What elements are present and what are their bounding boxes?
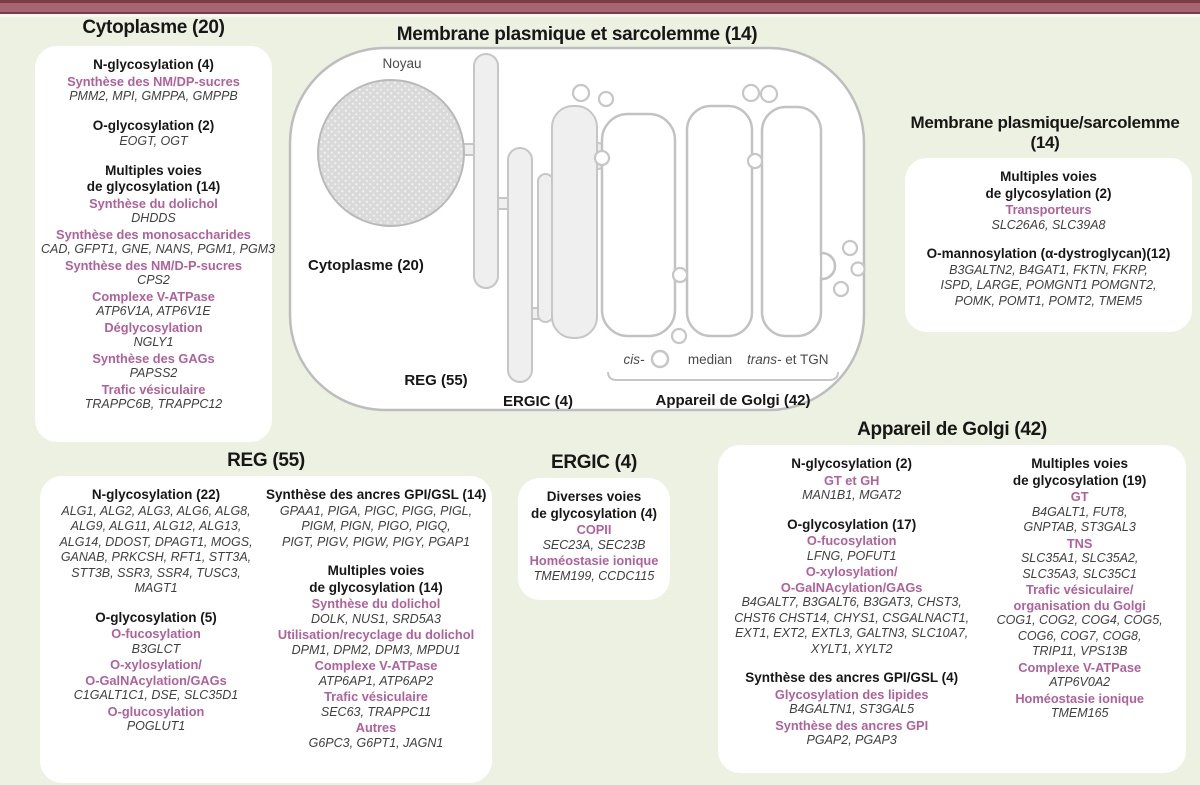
trans-label: trans- et TGN xyxy=(747,352,829,367)
gene-list: DHDDS xyxy=(131,211,176,225)
pathway-section xyxy=(724,517,979,658)
pathway-section xyxy=(46,487,266,597)
gene-list: DOLK, NUS1, SRD5A3 xyxy=(311,611,441,626)
membrane-title-line2: (14) xyxy=(1030,133,1060,152)
pathway-section xyxy=(46,610,266,735)
pathway-label: Glycosylation des lipides xyxy=(774,686,929,702)
gene-list: SLC35A3, SLC35C1 xyxy=(1022,566,1137,581)
cell-diagram-svg xyxy=(288,46,866,414)
gene-list: PIGT, PIGV, PIGW, PIGY, PGAP1 xyxy=(281,534,471,549)
pathway-section xyxy=(911,169,1186,233)
gene-list: ALG14, DDOST, DPAGT1, MOGS, xyxy=(59,534,253,549)
gene-list: TMEM165 xyxy=(1050,706,1109,720)
pathway-label: O-glucosylation xyxy=(107,703,205,719)
pathway-label: Homéostasie ionique xyxy=(529,553,659,568)
section-heading: O-glycosylation (2) xyxy=(92,117,215,133)
section-heading: O-glycosylation (17) xyxy=(787,516,917,532)
gene-list: MAN1B1, MGAT2 xyxy=(802,488,902,502)
gene-list: ATP6V0A2 xyxy=(1049,675,1111,689)
gene-list: TMEM199, CCDC115 xyxy=(533,568,655,583)
cytoplasme-title: Cytoplasme (20) xyxy=(82,17,225,38)
gene-list: EOGT, OGT xyxy=(119,134,188,148)
gene-list: DPM1, DPM2, DPM3, MPDU1 xyxy=(291,642,461,657)
gene-list: B4GALT1, FUT8, xyxy=(1031,504,1128,519)
gene-list: ALG1, ALG2, ALG3, ALG6, ALG8, xyxy=(61,503,251,518)
section-heading: Multiples voies xyxy=(1031,456,1129,471)
gene-list: ISPD, LARGE, POMGNT1 POMGNT2, xyxy=(940,278,1157,292)
gene-list: TRAPPC6B, TRAPPC12 xyxy=(84,397,223,411)
gene-list: LFNG, POFUT1 xyxy=(806,548,897,563)
section-heading: Synthèse des ancres GPI/GSL (14) xyxy=(266,487,487,502)
gene-list: SLC35A1, SLC35A2, xyxy=(1020,551,1139,565)
membrane-panel xyxy=(905,158,1192,332)
pathway-label: Synthèse des monosaccharides xyxy=(56,226,251,242)
pathway-section xyxy=(524,489,664,584)
nucleus xyxy=(318,80,464,226)
pathway-label: Complexe V-ATPase xyxy=(92,288,215,304)
section-heading: N-glycosylation (4) xyxy=(93,57,214,72)
gene-list: G6PC3, G6PT1, JAGN1 xyxy=(308,735,444,750)
gene-list: XYLT1, XYLT2 xyxy=(810,641,893,656)
gene-list: GNPTAB, ST3GAL3 xyxy=(1023,520,1136,534)
gene-list: NGLY1 xyxy=(133,335,174,349)
gene-list: CPS2 xyxy=(137,273,170,287)
gene-list: CAD, GFPT1, GNE, NANS, PGM1, PGM3 xyxy=(41,242,276,256)
pathway-label: Synthèse des ancres GPI xyxy=(775,717,929,733)
pathway-label: Trafic vésiculaire/ xyxy=(1025,582,1134,597)
pathway-label: O-fucosylation xyxy=(111,626,201,641)
golgi-diagram-label: Appareil de Golgi (42) xyxy=(655,392,811,409)
section-heading: Multiples voies xyxy=(105,162,202,178)
gene-list: B4GALTN1, ST3GAL5 xyxy=(789,702,915,716)
pathway-label: O-xylosylation/ xyxy=(110,657,202,672)
gene-list: POMK, POMT1, POMT2, TMEM5 xyxy=(954,293,1143,308)
gene-list: PGAP2, PGAP3 xyxy=(806,733,897,747)
pathway-label: Utilisation/recyclage du dolichol xyxy=(277,627,475,642)
pathway-section xyxy=(41,57,266,105)
gene-list: B3GALTN2, B4GAT1, FKTN, FKRP, xyxy=(949,262,1148,277)
pathway-label: Déglycosylation xyxy=(104,319,203,335)
diagram-title: Membrane plasmique et sarcolemme (14) xyxy=(396,24,758,45)
section-heading: de glycosylation (14) xyxy=(86,179,221,194)
cis-vesicle xyxy=(652,351,668,367)
gene-list: GANAB, PRKCSH, RFT1, STT3A, xyxy=(60,550,252,564)
ergic-diagram-label: ERGIC (4) xyxy=(502,393,574,410)
section-heading: Synthèse des ancres GPI/GSL (4) xyxy=(745,670,959,685)
section-heading: de glycosylation (2) xyxy=(985,185,1112,201)
pathway-label: organisation du Golgi xyxy=(1013,597,1146,613)
pathway-label: GT et GH xyxy=(823,472,880,488)
pathway-label: Synthèse des GAGs xyxy=(92,350,215,366)
cis-label: cis- xyxy=(623,352,645,367)
pathway-section xyxy=(911,246,1186,309)
gene-list: B3GLCT xyxy=(131,641,181,656)
gene-list: TRIP11, VPS13B xyxy=(1031,644,1128,658)
reg-panel xyxy=(40,476,492,783)
gene-list: ATP6V1A, ATP6V1E xyxy=(96,304,211,318)
cytoplasme-panel xyxy=(35,46,276,442)
pathway-section xyxy=(266,487,486,550)
pathway-label: Transporteurs xyxy=(1005,202,1092,217)
nucleus-label: Noyau xyxy=(382,56,422,71)
gene-list: EXT1, EXT2, EXTL3, GALTN3, SLC10A7, xyxy=(735,626,969,640)
pathway-label: Synthèse du dolichol xyxy=(311,596,441,611)
ergic-panel xyxy=(518,478,670,600)
pathway-label: O-GalNAcylation/GAGs xyxy=(780,579,923,595)
golgi-column-2 xyxy=(979,456,1180,722)
gene-list: B4GALT7, B3GALT6, B3GAT3, CHST3, xyxy=(741,595,962,609)
pathway-label: Complexe V-ATPase xyxy=(314,658,438,673)
section-heading: Multiples voies xyxy=(1000,169,1097,184)
section-heading: de glycosylation (14) xyxy=(309,579,443,595)
gene-list: PIGM, PIGN, PIGO, PIGQ, xyxy=(301,519,451,533)
gene-list: C1GALT1C1, DSE, SLC35D1 xyxy=(73,688,239,702)
section-heading: O-mannosylation (α-dystroglycan)(12) xyxy=(926,246,1171,261)
pathway-label: Autres xyxy=(355,720,397,735)
gene-list: PAPSS2 xyxy=(129,366,178,380)
pathway-label: O-fucosylation xyxy=(806,533,897,548)
gene-list: CHST6 CHST14, CHYS1, CSGALNACT1, xyxy=(734,610,970,625)
golgi-column-1 xyxy=(724,456,979,749)
median-label: median xyxy=(687,352,733,367)
gene-list: SEC23A, SEC23B xyxy=(542,537,646,552)
pathway-label: O-GalNAcylation/GAGs xyxy=(85,672,227,688)
pathway-label: Trafic vésiculaire xyxy=(101,381,206,397)
pathway-label: Complexe V-ATPase xyxy=(1018,659,1142,675)
pathway-label: Synthèse du dolichol xyxy=(89,195,218,211)
pathway-section xyxy=(41,162,276,413)
reg-column-1 xyxy=(46,487,266,735)
section-heading: de glycosylation (4) xyxy=(530,505,658,521)
reg-title: REG (55) xyxy=(227,450,305,471)
golgi-stacks xyxy=(602,106,835,336)
gene-list: GPAA1, PIGA, PIGC, PIGG, PIGL, xyxy=(279,503,473,518)
ergic-title: ERGIC (4) xyxy=(551,452,637,473)
pathway-label: GT xyxy=(1070,489,1089,504)
pathway-label: TNS xyxy=(1066,535,1093,551)
gene-list: MAGT1 xyxy=(134,581,178,595)
section-heading: O-glycosylation (5) xyxy=(95,609,217,625)
pathway-section xyxy=(724,456,979,504)
section-heading: de glycosylation (19) xyxy=(1012,472,1147,488)
gene-list: POGLUT1 xyxy=(126,719,186,733)
golgi-panel xyxy=(718,445,1186,773)
pathway-label: O-xylosylation/ xyxy=(805,564,898,579)
gene-list: SLC26A6, SLC39A8 xyxy=(991,217,1106,232)
gene-list: COG1, COG2, COG4, COG5, xyxy=(996,613,1163,627)
pathway-label: COPII xyxy=(576,522,612,537)
pathway-section xyxy=(724,670,979,749)
pathway-label: Synthèse des NM/D-P-sucres xyxy=(64,257,243,273)
pathway-label: Homéostasie ionique xyxy=(1015,690,1145,706)
gene-list: ALG9, ALG11, ALG12, ALG13, xyxy=(70,519,242,533)
reg-column-2 xyxy=(266,487,486,751)
top-accent-bar xyxy=(0,0,1200,14)
gene-list: PMM2, MPI, GMPPA, GMPPB xyxy=(69,89,238,103)
cytoplasme-diagram-label: Cytoplasme (20) xyxy=(308,257,424,274)
pathway-section xyxy=(41,118,266,150)
gene-list: COG6, COG7, COG8, xyxy=(1017,628,1142,643)
section-heading: N-glycosylation (2) xyxy=(791,456,913,471)
golgi-title: Appareil de Golgi (42) xyxy=(857,419,1047,440)
pathway-section xyxy=(266,563,486,751)
gene-list: ATP6AP1, ATP6AP2 xyxy=(318,673,434,688)
membrane-title xyxy=(895,113,1195,153)
gene-list: STT3B, SSR3, SSR4, TUSC3, xyxy=(71,565,241,580)
gene-list: SEC63, TRAPPC11 xyxy=(320,704,432,719)
section-heading: Diverses voies xyxy=(546,489,642,504)
pathway-section xyxy=(979,456,1180,722)
membrane-title-line1: Membrane plasmique/sarcolemme xyxy=(910,113,1180,132)
section-heading: N-glycosylation (22) xyxy=(91,487,221,502)
section-heading: Multiples voies xyxy=(327,563,425,578)
pathway-label: Synthèse des NM/DP-sucres xyxy=(67,73,240,89)
pathway-label: Trafic vésiculaire xyxy=(324,689,428,704)
cell-diagram xyxy=(288,46,866,414)
reg-diagram-label: REG (55) xyxy=(404,372,468,389)
